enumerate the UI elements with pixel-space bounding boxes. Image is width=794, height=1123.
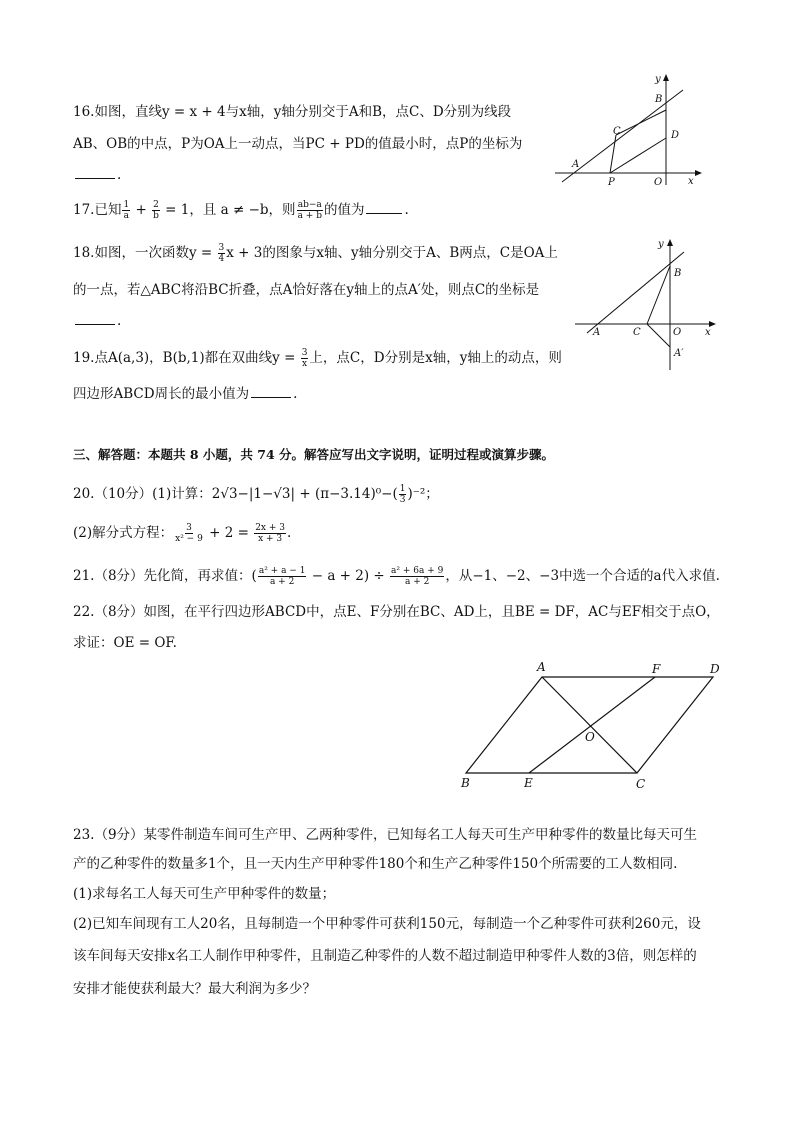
- q20-suffix: )⁻²；: [407, 486, 439, 502]
- label-o: O: [585, 730, 595, 744]
- x-arrow-icon: [695, 170, 702, 176]
- segment-ca2: [647, 324, 670, 347]
- label-x: x: [705, 327, 711, 338]
- segment-pc: [610, 135, 616, 173]
- period: .: [404, 202, 409, 218]
- q18-line1: [73, 243, 558, 264]
- q20-mid: + 2 =: [204, 525, 254, 541]
- label-f: F: [652, 662, 661, 676]
- label-a: A: [537, 660, 546, 674]
- segment-ef: [529, 677, 655, 773]
- fraction-numerator: 3: [186, 523, 192, 533]
- fraction-denominator: a + 2: [269, 577, 295, 587]
- q17-line: [73, 200, 409, 221]
- fraction-denominator: x + 3: [258, 534, 283, 544]
- fraction-numerator: 3: [218, 243, 225, 253]
- fraction: [174, 523, 204, 544]
- q23-line4: (2)已知车间现有工人20名，且每制造一个甲种零件可获利150元，每制造一个乙种零件可获利260元，设: [73, 916, 701, 932]
- q23-line3: (1)求每名工人每天可生产甲种零件的数量；: [73, 886, 336, 902]
- segment-bc: [647, 266, 670, 324]
- q19-text: 四边形ABCD周长的最小值为: [73, 386, 250, 402]
- q23-line6: 安排才能使获利最大？最大利润为多少？: [73, 981, 316, 997]
- label-d: D: [671, 130, 680, 141]
- period: .: [117, 167, 122, 183]
- q17-prefix: 17.已知: [73, 202, 122, 218]
- fraction: [301, 348, 309, 369]
- q18-prefix: 18.如图，一次函数y =: [73, 245, 217, 261]
- label-c: C: [613, 126, 621, 137]
- q19-line1: [73, 348, 562, 369]
- fraction-denominator: 4: [218, 254, 225, 264]
- fraction-denominator: a + b: [297, 211, 322, 221]
- q21-line: [73, 566, 720, 587]
- plus-sign: +: [131, 202, 152, 218]
- label-d: D: [710, 662, 720, 676]
- label-o: O: [654, 177, 663, 188]
- answer-blank: [366, 201, 402, 214]
- q23-line5: 该车间每天安排x名工人制作甲种零件，且制造乙种零件的人数不超过制造甲种零件人数的3倍，则怎样的: [73, 948, 697, 964]
- answer-blank: [75, 312, 115, 325]
- fraction: [258, 566, 307, 587]
- q21-mid: − a + 2) ÷: [307, 568, 390, 584]
- figure-q22: [455, 655, 730, 795]
- fraction: [297, 200, 323, 221]
- fraction-numerator: 2: [153, 200, 159, 210]
- fraction-denominator: x² − 9: [175, 534, 203, 544]
- q19-line2: [73, 385, 297, 403]
- fraction-denominator: a + 2: [405, 577, 430, 587]
- q21-prefix: 21.（8分）先化简，再求值：(: [73, 568, 257, 584]
- fraction: [390, 566, 444, 587]
- label-a: A: [593, 327, 601, 338]
- label-c: C: [633, 327, 641, 338]
- q20-line2: [73, 523, 291, 544]
- q18-line2: 的一点，若△ABC将沿BC折叠，点A恰好落在y轴上的点A′处，则点C的坐标是: [73, 282, 540, 298]
- q19-prefix: 19.点A(a,3)，B(b,1)都在双曲线y =: [73, 350, 300, 366]
- fraction: [152, 200, 160, 221]
- y-arrow-icon: [663, 74, 669, 81]
- figure-q16: [550, 70, 710, 190]
- label-e: E: [524, 776, 533, 790]
- label-x: x: [688, 176, 694, 187]
- period: .: [287, 525, 292, 541]
- q16-line2: AB、OB的中点，P为OA上一动点，当PC + PD的值最小时，点P的坐标为: [73, 136, 523, 152]
- q20-line1: [73, 484, 439, 505]
- fraction-denominator: 3: [399, 495, 406, 505]
- label-y: y: [658, 239, 664, 250]
- q20-prefix: 20.（10分）(1)计算：2√3−|1−√3| + (π−3.14)⁰−(: [73, 486, 398, 502]
- q17-suffix: 的值为: [323, 202, 365, 218]
- q21-suffix: ，从−1、−2、−3中选一个合适的a代入求值.: [445, 568, 720, 584]
- fraction-numerator: a² + 6a + 9: [391, 566, 444, 576]
- label-c: C: [636, 777, 646, 791]
- label-y: y: [655, 74, 661, 85]
- q18-line3: [73, 312, 121, 330]
- label-o: O: [673, 327, 682, 338]
- fraction-numerator: 3: [301, 348, 308, 358]
- line-ab: [562, 90, 683, 182]
- label-a: A: [572, 159, 580, 170]
- q20-prefix2: (2)解分式方程：: [73, 525, 174, 541]
- q18-suffix: x + 3的图象与x轴、y轴分别交于A、B两点，C是OA上: [226, 245, 558, 261]
- fraction-denominator: a: [123, 211, 130, 221]
- fraction: [218, 243, 226, 264]
- segment-pd: [610, 138, 666, 173]
- q23-line1: 23.（9分）某零件制造车间可生产甲、乙两种零件，已知每名工人每天可生产甲种零件的数量比每天可生: [73, 827, 698, 843]
- q19-suffix: 上，点C，D分别是x轴，y轴上的动点，则: [309, 350, 562, 366]
- y-arrow-icon: [667, 239, 673, 246]
- fraction-numerator: ab−a: [297, 200, 322, 210]
- label-a-prime: A′: [674, 348, 684, 359]
- fraction: [254, 523, 286, 544]
- q23-line2: 产的乙种零件的数量多1个，且一天内生产甲种零件180个和生产乙种零件150个所需要的工人数相同.: [73, 856, 678, 872]
- fraction-numerator: 2x + 3: [255, 523, 285, 533]
- diagonal-ac: [542, 677, 637, 773]
- line-cd: [616, 110, 666, 135]
- q22-line2: 求证：OE = OF.: [73, 635, 177, 651]
- fraction-numerator: a² + a − 1: [258, 566, 306, 576]
- period: .: [117, 313, 122, 329]
- q16-line1: 16.如图，直线y = x + 4与x轴，y轴分别交于A和B，点C、D分别为线段: [73, 104, 512, 120]
- label-b: B: [674, 268, 682, 279]
- fraction: [122, 200, 130, 221]
- q22-line1: 22.（8分）如图，在平行四边形ABCD中，点E、F分别在BC、AD上，且BE = DF，AC与EF相交于点O，: [73, 604, 720, 620]
- section-heading: 三、解答题：本题共 8 小题，共 74 分。解答应写出文字说明，证明过程或演算步骤。: [73, 447, 555, 462]
- q17-mid: = 1，且 a ≠ −b，则: [160, 202, 296, 218]
- line-ab: [587, 252, 684, 333]
- fraction: [399, 484, 407, 505]
- label-p: P: [608, 177, 615, 188]
- fraction-denominator: x: [302, 359, 308, 369]
- period: .: [293, 386, 298, 402]
- label-b: B: [461, 776, 470, 790]
- figure-q18: [572, 235, 722, 375]
- fraction-numerator: 1: [399, 484, 406, 494]
- answer-blank: [75, 166, 115, 179]
- label-b: B: [655, 94, 663, 105]
- q16-line3: [73, 166, 121, 184]
- answer-blank: [251, 385, 291, 398]
- fraction-denominator: b: [153, 211, 159, 221]
- fraction-numerator: 1: [123, 200, 130, 210]
